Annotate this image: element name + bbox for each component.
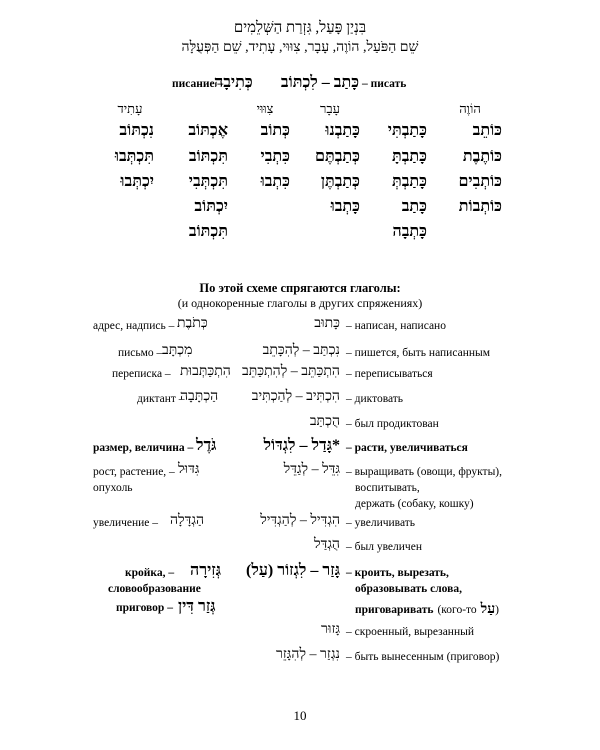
verb-meaning: – написан, написано (346, 320, 446, 332)
verb-hebrew: הֻגְדַּל (314, 537, 340, 552)
past-plural-form: כְּתַבְתֶּן (320, 173, 360, 190)
verb-meaning: – кроить, вырезать, (346, 567, 449, 579)
future-singular-form: תִּכְתּוֹב (188, 148, 228, 165)
noun-hebrew: גְּזַר דִּין (178, 598, 216, 615)
future-singular-form: תִּכְתְּבִי (188, 173, 228, 190)
future-singular-form: תִּכְתּוֹב (188, 223, 228, 240)
verb-hebrew: כָּתוּב (314, 316, 340, 331)
past-plural-form: כָּתְבוּ (330, 198, 360, 215)
verb-meaning: воспитывать, (355, 482, 420, 494)
section-subtitle: (и однокоренные глаголы в других спряжениях) (177, 296, 423, 310)
past-singular-form: כָּתַבְתִּי (387, 122, 427, 139)
verb-hebrew: גָּזוּר (321, 622, 340, 637)
present-form: כּוֹתְבִים (458, 173, 502, 190)
verb-meaning: – расти, увеличиваться (346, 442, 468, 454)
future-singular-form: יִכְתּוֹב (194, 198, 228, 215)
header-future: עָתִיד (117, 101, 143, 116)
imperative-form: כִּתְבִי (260, 148, 290, 165)
noun-hebrew: כְּתֹבֶת (177, 316, 208, 331)
future-plural-form: יִכְתְּבוּ (120, 173, 154, 190)
verb-meaning: – увеличивать (346, 517, 416, 529)
past-singular-form: כָּתַבְתָּ (391, 148, 427, 165)
verb-meaning-line (355, 600, 499, 618)
noun-translation: адрес, надпись – (93, 320, 175, 332)
verb-hebrew: הֻכְתַּב (309, 414, 340, 429)
future-plural-form: נִכְתּוֹב (119, 122, 154, 139)
noun-translation: размер, величина – (93, 442, 194, 454)
verb-hebrew: הִכְתִּיב – לְהַכְתִּיב (251, 389, 340, 404)
header-line-2: שֵׁם הַפֹּעַל, הוֹוֶה, עָבָר, צִוּוּי, עָתִיד, שֵׁם הַפְּעֻלָּה (181, 40, 419, 55)
noun-hebrew: הִתְכַּתְּבוּת (180, 364, 231, 379)
noun-translation: словообразование (108, 583, 201, 595)
infinitive-verb: כָּתַב – לִכְתּוֹב (280, 74, 360, 91)
noun-translation: приговор – (116, 602, 173, 614)
noun-hebrew: מִכְתָּב (162, 343, 193, 358)
noun-translation: переписка – (112, 368, 171, 380)
verb-hebrew: נִגְזַר – לְהִגָּזֵר (276, 647, 340, 662)
present-form: כּוֹתֵב (472, 122, 502, 139)
verb-meaning: – был продиктован (346, 418, 439, 430)
verb-meaning: держать (собаку, кошку) (355, 498, 474, 510)
verb-hebrew: הִגְדִּיל – לְהַגְדִּיל (260, 513, 340, 528)
noun-translation: опухоль (93, 482, 133, 494)
verb-hebrew: הִתְכַּתֵּב – לְהִתְכַּתֵּב (242, 364, 340, 379)
verb-meaning-note: (кого-то (437, 604, 477, 616)
section-title: По этой схеме спрягаются глаголы: (199, 281, 401, 295)
noun-translation: рост, растение, – (93, 466, 175, 478)
verb-meaning: – был увеличен (346, 541, 422, 553)
imperative-form: כִּתְבוּ (260, 173, 290, 190)
noun-hebrew: גֹּדֶל (196, 437, 217, 454)
verb-meaning: – пишется, быть написанным (346, 347, 491, 359)
infinitive-noun-label: писание – (172, 78, 224, 90)
verb-meaning-note-close: ) (495, 604, 499, 616)
noun-translation: кройка, – (125, 567, 175, 579)
past-singular-form: כָּתְבָה (392, 223, 427, 240)
verb-meaning: – скроенный, вырезанный (346, 626, 474, 638)
preposition-hebrew: עַל (480, 602, 496, 617)
future-singular-form: אֶכְתּוֹב (188, 122, 228, 139)
verb-hebrew: *גָּדַל – לִגְדּוֹל (263, 437, 340, 454)
verb-meaning-text: приговаривать (355, 604, 434, 616)
noun-translation: увеличение – (93, 517, 159, 529)
noun-hebrew: הַכְתָּבָה (180, 389, 219, 404)
past-plural-form: כָּתַבְנוּ (325, 122, 360, 139)
noun-translation: диктант – (137, 393, 185, 405)
past-singular-form: כָּתַב (401, 198, 427, 215)
verb-hebrew: גָּזַר – לִגְזוֹר (עַל) (246, 562, 340, 579)
verb-meaning: – выращивать (овощи, фрукты), (346, 466, 503, 478)
verb-meaning: образовывать слова, (355, 583, 462, 595)
infinitive-noun: כְּתִיבָה (214, 74, 253, 91)
header-line-1: בִּנְיַן פָּעַל, גִּזְרַת הַשְּׁלֵמִים (233, 20, 367, 36)
noun-translation: письмо – (118, 347, 163, 359)
verb-meaning: – переписываться (346, 368, 433, 380)
past-plural-form: כְּתַבְתֶּם (314, 148, 360, 165)
header-imperative: צִוּוּי (256, 101, 274, 116)
present-form: כּוֹתְבוֹת (458, 198, 502, 215)
imperative-form: כְּתוֹב (260, 122, 290, 139)
infinitive-verb-label: – писать (362, 78, 407, 90)
page-number: 10 (293, 708, 307, 723)
noun-hebrew: גִּדּוּל (178, 462, 200, 477)
verb-hebrew: גִּדֵּל – לְגַדֵּל (283, 462, 340, 477)
verb-meaning: – быть вынесенным (приговор) (346, 651, 500, 663)
verb-meaning: – диктовать (346, 393, 404, 405)
verb-hebrew: נִכְתַּב – לְהִכָּתֵב (262, 343, 340, 358)
header-past: עָבָר (319, 101, 340, 116)
header-present: הוֹוֶה (459, 101, 481, 116)
past-singular-form: כָּתַבְתְּ (391, 173, 427, 190)
future-plural-form: תִּכְתְּבוּ (114, 148, 154, 165)
noun-hebrew: גְּזִירָה (190, 562, 221, 579)
noun-hebrew: הַגְדָּלָה (170, 513, 205, 528)
present-form: כּוֹתֶבֶת (462, 148, 502, 165)
